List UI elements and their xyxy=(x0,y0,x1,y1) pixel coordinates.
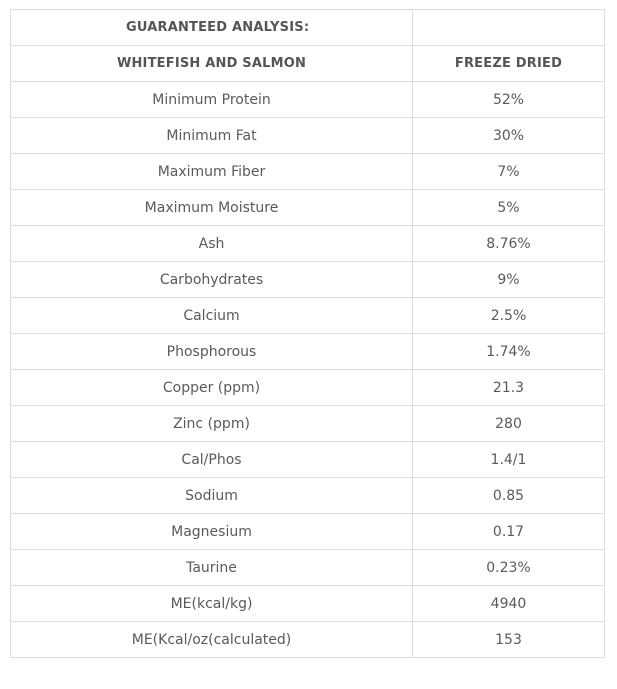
nutrient-name-cell: ME(kcal/kg) xyxy=(11,586,413,622)
table-row xyxy=(11,478,605,514)
table-row xyxy=(11,118,605,154)
column-header-form: FREEZE DRIED xyxy=(413,46,605,82)
table-row xyxy=(11,226,605,262)
nutrient-value-cell: 153 xyxy=(413,622,605,658)
table-row xyxy=(11,370,605,406)
nutrient-value-cell: 0.23% xyxy=(413,550,605,586)
table-row xyxy=(11,298,605,334)
nutrient-name-cell: ME(Kcal/oz(calculated) xyxy=(11,622,413,658)
nutrient-value-cell: 1.74% xyxy=(413,334,605,370)
nutrient-name-cell: Minimum Fat xyxy=(11,118,413,154)
table-title-row xyxy=(11,10,605,46)
table-row xyxy=(11,442,605,478)
nutrient-name-cell: Magnesium xyxy=(11,514,413,550)
nutrient-value-cell: 7% xyxy=(413,154,605,190)
table-row xyxy=(11,514,605,550)
guaranteed-analysis-table xyxy=(10,9,605,658)
nutrient-name-cell: Carbohydrates xyxy=(11,262,413,298)
nutrient-name-cell: Zinc (ppm) xyxy=(11,406,413,442)
table-body xyxy=(11,10,605,658)
table-row xyxy=(11,406,605,442)
nutrient-value-cell: 280 xyxy=(413,406,605,442)
nutrient-value-cell: 9% xyxy=(413,262,605,298)
nutrient-value-cell: 21.3 xyxy=(413,370,605,406)
nutrient-name-cell: Maximum Fiber xyxy=(11,154,413,190)
nutrient-name-cell: Ash xyxy=(11,226,413,262)
nutrient-value-cell: 52% xyxy=(413,82,605,118)
table-header-row xyxy=(11,46,605,82)
nutrient-value-cell: 0.85 xyxy=(413,478,605,514)
table-row xyxy=(11,154,605,190)
nutrient-value-cell: 8.76% xyxy=(413,226,605,262)
nutrient-value-cell: 4940 xyxy=(413,586,605,622)
nutrient-value-cell: 1.4/1 xyxy=(413,442,605,478)
nutrient-value-cell: 5% xyxy=(413,190,605,226)
table-row xyxy=(11,82,605,118)
nutrient-name-cell: Phosphorous xyxy=(11,334,413,370)
nutrient-value-cell: 2.5% xyxy=(413,298,605,334)
table-row xyxy=(11,190,605,226)
table-row xyxy=(11,586,605,622)
table-row xyxy=(11,622,605,658)
nutrient-name-cell: Calcium xyxy=(11,298,413,334)
nutrient-name-cell: Copper (ppm) xyxy=(11,370,413,406)
nutrient-name-cell: Taurine xyxy=(11,550,413,586)
nutrient-name-cell: Sodium xyxy=(11,478,413,514)
table-row xyxy=(11,334,605,370)
table-title-empty-cell xyxy=(413,10,605,46)
nutrient-name-cell: Cal/Phos xyxy=(11,442,413,478)
nutrient-name-cell: Maximum Moisture xyxy=(11,190,413,226)
table-row xyxy=(11,262,605,298)
nutrient-name-cell: Minimum Protein xyxy=(11,82,413,118)
nutrient-value-cell: 0.17 xyxy=(413,514,605,550)
table-row xyxy=(11,550,605,586)
table-title: GUARANTEED ANALYSIS: xyxy=(11,10,413,46)
nutrient-value-cell: 30% xyxy=(413,118,605,154)
column-header-product: WHITEFISH AND SALMON xyxy=(11,46,413,82)
